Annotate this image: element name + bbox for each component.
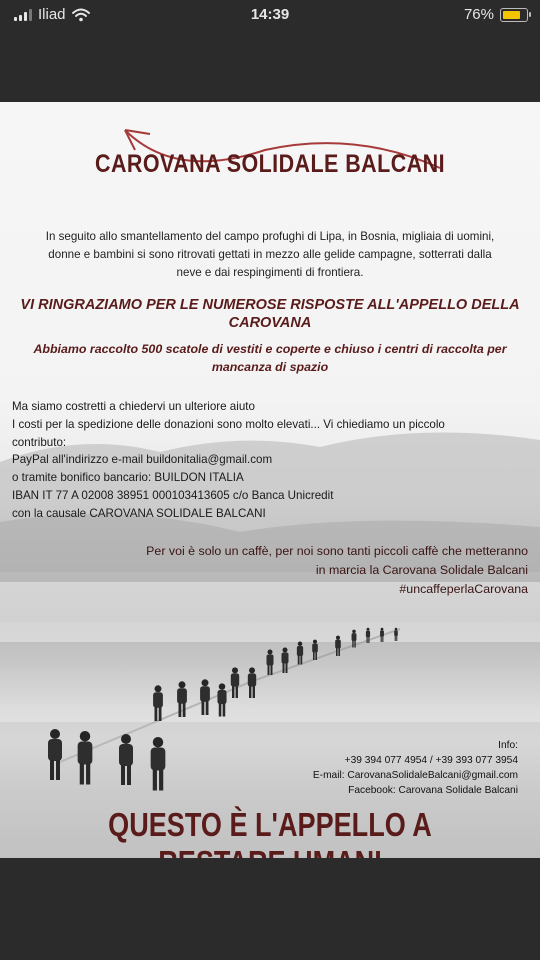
intro-line: donne e bambini si sono ritrovati gettati in mezzo alle gelide campagne, sotterrati dalla	[48, 248, 492, 261]
appeal-text	[12, 398, 528, 523]
info-line: Facebook: Carovana Solidale Balcani	[348, 785, 518, 796]
coffee-line: in marcia la Carovana Solidale Balcani	[315, 563, 528, 577]
thanks-line: VI RINGRAZIAMO PER LE NUMEROSE RISPOSTE ALL'APPELLO DELLA	[20, 297, 520, 313]
appeal-line: PayPal all'indirizzo e-mail buildonitalia@gmail.com	[12, 453, 273, 467]
walker-figure	[48, 729, 62, 780]
info-block	[313, 738, 518, 798]
intro-text	[14, 228, 526, 282]
walker-figure	[282, 648, 289, 674]
walker-figure	[394, 628, 398, 641]
walker-figure	[231, 667, 239, 698]
walker-figure	[267, 650, 274, 676]
appeal-line: o tramite bonifico bancario: BUILDON ITALIA	[12, 471, 244, 485]
walker-figure	[352, 630, 357, 648]
walker-figure	[312, 640, 318, 660]
bottom-bar	[0, 858, 540, 960]
info-line: +39 394 077 4954 / +39 393 077 3954	[344, 755, 518, 766]
walker-figure	[119, 734, 133, 785]
collected-line: mancanza di spazio	[211, 360, 329, 374]
thanks-line: CAROVANA	[228, 315, 312, 331]
walker-figure	[297, 642, 303, 665]
status-bar	[0, 0, 540, 30]
appeal-line: IBAN IT 77 A 02008 38951 000103413605 c/o Banca Unicredit	[12, 488, 334, 502]
walker-figure	[200, 679, 210, 715]
appeal-line: con la causale CAROVANA SOLIDALE BALCANI	[12, 506, 266, 520]
walker-figure	[153, 685, 163, 721]
battery-icon	[500, 8, 528, 22]
carrier-label: Iliad	[38, 6, 66, 23]
info-line: Info:	[498, 740, 518, 751]
walker-figure	[217, 683, 226, 716]
collected-line: Abbiamo raccolto 500 scatole di vestiti e coperte e chiuso i centri di raccolta per	[33, 342, 507, 356]
collected-text	[14, 340, 526, 376]
walker-figure	[335, 636, 341, 656]
appeal-line: contributo:	[12, 435, 67, 449]
info-line: E-mail: CarovanaSolidaleBalcani@gmail.com	[312, 770, 518, 781]
coffee-text	[48, 542, 528, 599]
coffee-line: Per voi è solo un caffè, per noi sono tanti piccoli caffè che metteranno	[146, 544, 528, 558]
poster-title: CAROVANA SOLIDALE BALCANI	[95, 150, 445, 178]
appeal-line: Ma siamo costretti a chiedervi un ulteriore aiuto	[12, 400, 255, 413]
status-right	[464, 6, 528, 23]
walker-figure	[78, 731, 93, 785]
walker-figure	[177, 681, 187, 717]
poster-footer: QUESTO È L'APPELLO A	[108, 806, 432, 843]
poster-image	[0, 102, 540, 858]
intro-line: neve e dai respingimenti di frontiera.	[176, 266, 364, 279]
intro-line: In seguito allo smantellamento del campo profughi di Lipa, in Bosnia, migliaia di uomini,	[45, 230, 495, 243]
appeal-line: I costi per la spedizione delle donazioni sono molto elevati... Vi chiediamo un piccolo	[12, 417, 445, 431]
walker-figure	[380, 628, 384, 642]
hashtag: #uncaffeperlaCarovana	[399, 582, 528, 596]
walker-figure	[248, 667, 256, 698]
walker-figure	[366, 628, 370, 643]
thanks-heading	[14, 296, 526, 332]
battery-percent: 76%	[463, 6, 494, 23]
clock: 14:39	[250, 6, 290, 23]
walker-figure	[151, 737, 166, 791]
